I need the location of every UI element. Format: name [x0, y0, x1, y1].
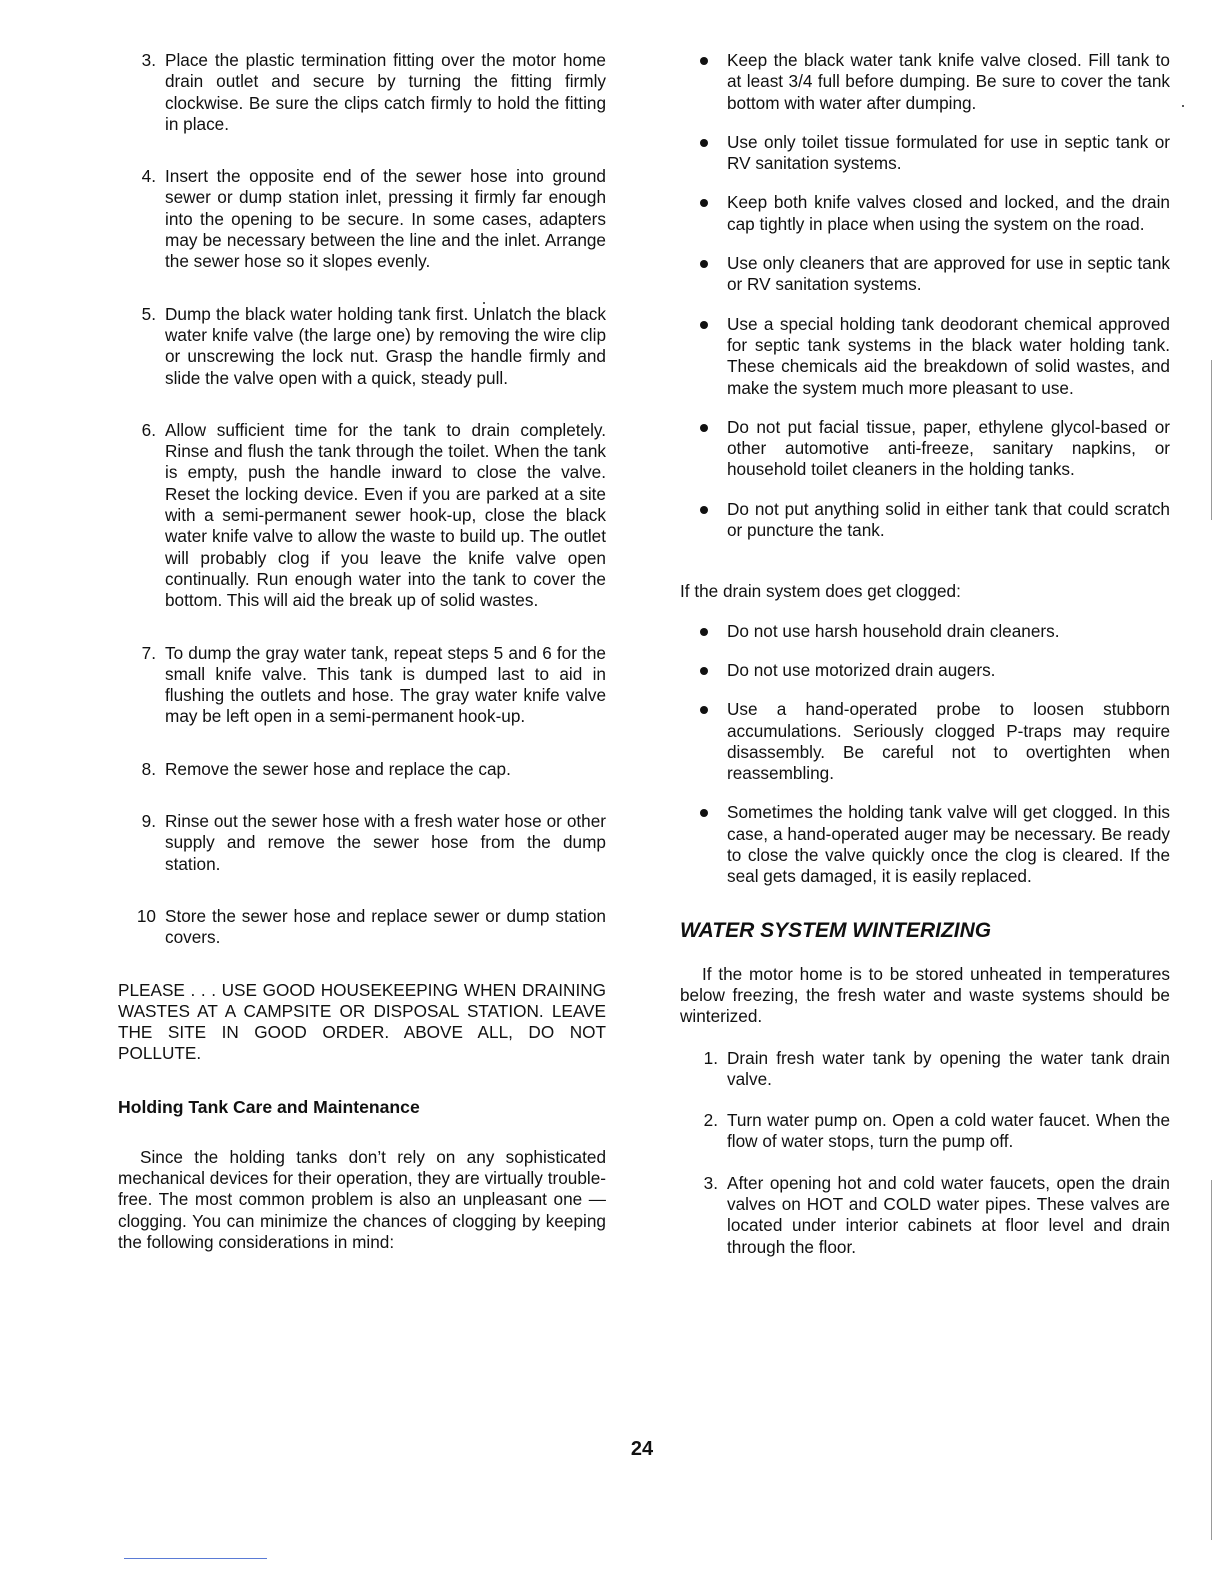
clog-tip-text: Sometimes the holding tank valve will get clogged. In this case, a hand-operated auger may be necessary. Be ready to close the valve quickly once the clog is cleared. If the seal gets damaged, it is easily replaced. [727, 802, 1170, 887]
drain-step-7 [118, 643, 606, 728]
clog-tip [680, 699, 1170, 784]
page-number: 24 [630, 1438, 654, 1460]
bullet-icon [700, 809, 708, 817]
clog-tip [680, 802, 1170, 887]
winterizing-intro: If the motor home is to be stored unheated in temperatures below freezing, the fresh water and waste systems should be winterized. [680, 963, 1170, 1027]
consideration-text: Keep the black water tank knife valve closed. Fill tank to at least 3/4 full before dumping. Be sure to cover the tank bottom with water after dumping. [727, 50, 1170, 113]
consideration-item [680, 192, 1170, 235]
bullet-icon [700, 628, 708, 636]
scan-edge-mark [1211, 360, 1212, 520]
clog-tip-text: Do not use motorized drain augers. [727, 659, 996, 680]
step-text: Rinse out the sewer hose with a fresh water hose or other supply and remove the sewer hose from the dump station. [165, 811, 606, 874]
step-text: To dump the gray water tank, repeat steps 5 and 6 for the small knife valve. This tank is dumped last to aid in flushing the outlets and hose. The gray water knife valve may be left open in a semi-permanent hook-up. [165, 642, 606, 727]
consideration-item [680, 499, 1170, 542]
bullet-icon [700, 260, 708, 268]
clog-tip-text: Do not use harsh household drain cleaners. [727, 620, 1060, 641]
step-text: After opening hot and cold water faucets, open the drain valves on HOT and COLD water pipes. These valves are located under interior cabinets at floor level and drain through the floor. [727, 1172, 1170, 1257]
drain-step-6 [118, 420, 606, 612]
bullet-icon [700, 321, 708, 329]
step-number: 1. [703, 1047, 718, 1068]
bullet-icon [700, 706, 708, 714]
step-number: 5. [141, 303, 156, 324]
consideration-text: Use a special holding tank deodorant chemical approved for septic tank systems in the black water holding tank. These chemicals aid the breakdown of solid wastes, and make the system much more pleasant to use. [727, 313, 1170, 398]
scan-edge-mark [1211, 1180, 1212, 1540]
step-text: Dump the black water holding tank first. Unlatch the black water knife valve (the large one) by removing the wire clip or unscrewing the lock nut. Grasp the handle firmly and slide the valve open with a quick, steady pull. [165, 303, 606, 388]
consideration-text: Do not put anything solid in either tank that could scratch or puncture the tank. [727, 498, 1170, 541]
clog-tip [680, 621, 1170, 642]
consideration-item [680, 314, 1170, 399]
bullet-icon [700, 424, 708, 432]
footer-rule [124, 1558, 267, 1559]
left-column [118, 50, 606, 1253]
step-number: 10 [136, 905, 156, 926]
holding-tank-intro: Since the holding tanks don’t rely on any sophisticated mechanical devices for their operation, they are virtually trouble-free. The most common problem is also an unpleasant one — clogging. You can minimize the chances of clogging by keeping the following considerations in mind: [118, 1146, 606, 1252]
consideration-item [680, 132, 1170, 175]
drain-step-3 [118, 50, 606, 135]
step-text: Turn water pump on. Open a cold water faucet. When the flow of water stops, turn the pump off. [727, 1110, 1170, 1152]
step-number: 9. [141, 811, 156, 832]
step-text: Drain fresh water tank by opening the water tank drain valve. [727, 1047, 1170, 1089]
consideration-text: Keep both knife valves closed and locked, and the drain cap tightly in place when using the system on the road. [727, 192, 1170, 234]
step-number: 4. [141, 166, 156, 187]
bullet-icon [700, 667, 708, 675]
clog-tip-text: Use a hand-operated probe to loosen stubborn accumulations. Seriously clogged P-traps may require disassembly. Be careful not to overtighten when reassembling. [727, 699, 1170, 784]
step-number: 6. [141, 419, 156, 440]
drain-step-9 [118, 811, 606, 875]
step-number: 7. [141, 642, 156, 663]
step-number: 8. [141, 758, 156, 779]
consideration-item [680, 253, 1170, 296]
winterizing-step-1 [680, 1048, 1170, 1091]
scan-speck [483, 302, 485, 304]
consideration-text: Do not put facial tissue, paper, ethylene glycol-based or other automotive anti-freeze, sanitary napkins, or household toilet cleaners in the holding tanks. [727, 416, 1170, 480]
drain-step-8 [118, 759, 606, 780]
step-text: Store the sewer hose and replace sewer or dump station covers. [165, 905, 606, 948]
step-text: Remove the sewer hose and replace the cap. [165, 758, 511, 779]
step-text: Insert the opposite end of the sewer hose into ground sewer or dump station inlet, pressing it firmly far enough into the opening to be secure. In some cases, adapters may be necessary between the line and the inlet. Arrange the sewer hose so it slopes evenly. [165, 166, 606, 272]
housekeeping-notice: PLEASE . . . USE GOOD HOUSEKEEPING WHEN DRAINING WASTES AT A CAMPSITE OR DISPOSAL STATION. LEAVE THE SITE IN GOOD ORDER. ABOVE ALL, DO NOT POLLUTE. [118, 979, 606, 1064]
step-number: 3. [141, 50, 156, 70]
clog-tip [680, 660, 1170, 681]
step-number: 2. [703, 1110, 718, 1131]
bullet-icon [700, 506, 708, 514]
holding-tank-subheading: Holding Tank Care and Maintenance [118, 1096, 420, 1117]
drain-step-4 [118, 166, 606, 272]
bullet-icon [700, 139, 708, 147]
consideration-item [680, 50, 1170, 114]
drain-step-5 [118, 304, 606, 389]
bullet-icon [700, 199, 708, 207]
winterizing-heading: WATER SYSTEM WINTERIZING [680, 918, 992, 942]
bullet-icon [700, 57, 708, 65]
clog-intro: If the drain system does get clogged: [680, 581, 961, 602]
step-number: 3. [703, 1172, 718, 1193]
right-column [680, 50, 1170, 1258]
winterizing-step-2 [680, 1110, 1170, 1153]
winterizing-step-3 [680, 1173, 1170, 1258]
step-text: Place the plastic termination fitting over the motor home drain outlet and secure by turning the fitting firmly clockwise. Be sure the clips catch firmly to hold the fitting in place. [165, 50, 606, 134]
scan-speck [1182, 105, 1184, 107]
drain-step-10 [118, 906, 606, 949]
consideration-item [680, 417, 1170, 481]
step-text: Allow sufficient time for the tank to drain completely. Rinse and flush the tank through the toilet. When the tank is empty, push the handle inward to close the valve. Reset the locking device. Even if you are parked at a site with a semi-permanent sewer hook-up, close the black water knife valve to allow the waste to build up. The outlet will probably clog if you leave the knife valve open continually. Run enough water into the tank to cover the bottom. This will aid the break up of solid wastes. [165, 419, 606, 611]
consideration-text: Use only toilet tissue formulated for use in septic tank or RV sanitation systems. [727, 131, 1170, 174]
consideration-text: Use only cleaners that are approved for use in septic tank or RV sanitation systems. [727, 253, 1170, 295]
